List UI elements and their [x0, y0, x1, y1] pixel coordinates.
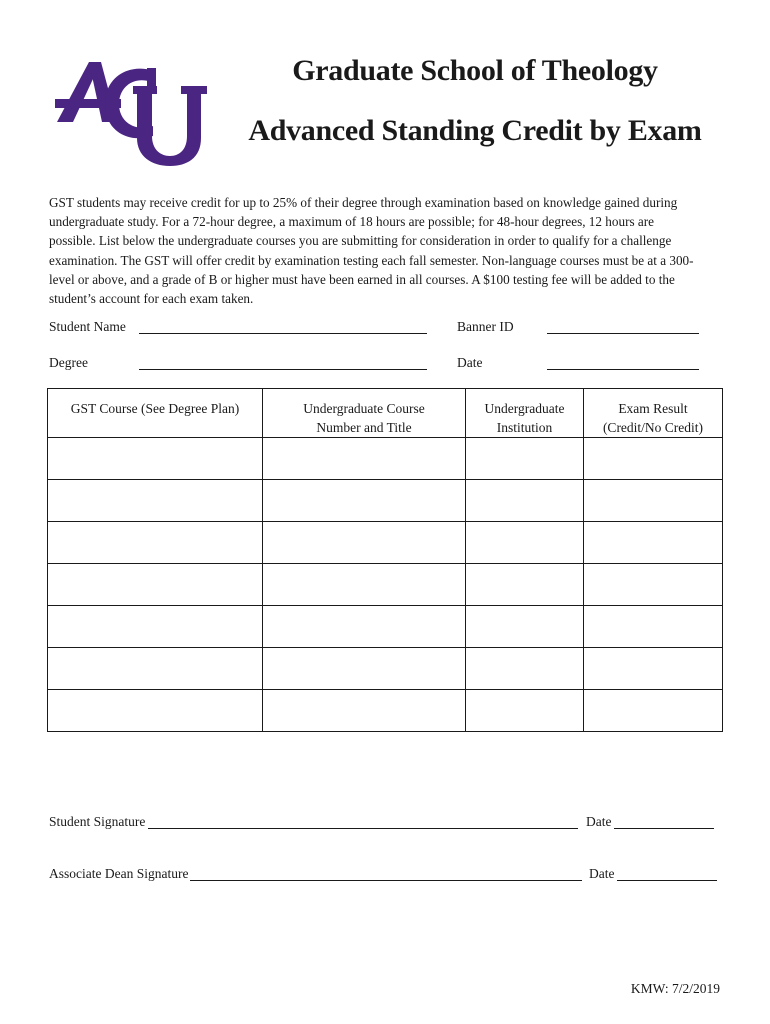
table-cell[interactable]: [584, 648, 723, 690]
table-row: [48, 606, 723, 648]
table-cell[interactable]: [584, 564, 723, 606]
dean-signature-label: Associate Dean Signature: [49, 866, 189, 881]
dean-signature-date-line[interactable]: [617, 880, 717, 881]
table-cell[interactable]: [48, 438, 263, 480]
table-cell[interactable]: [263, 606, 466, 648]
table-cell[interactable]: [466, 522, 584, 564]
table-cell[interactable]: [263, 690, 466, 732]
table-row: [48, 438, 723, 480]
col-header-exam-result: Exam Result (Credit/No Credit): [584, 389, 723, 438]
banner-id-label: Banner ID: [457, 319, 514, 334]
intro-paragraph: [49, 193, 721, 308]
table-cell[interactable]: [584, 480, 723, 522]
course-table: [47, 388, 723, 732]
table-cell[interactable]: [584, 690, 723, 732]
table-cell[interactable]: [263, 564, 466, 606]
degree-line[interactable]: [139, 369, 427, 370]
table-cell[interactable]: [466, 606, 584, 648]
table-row: [48, 690, 723, 732]
title-form: Advanced Standing Credit by Exam: [248, 114, 702, 147]
intro-line: level or above, and a grade of B or higher must have been earned in all courses. A $100 testing fee will be added to the: [49, 271, 675, 287]
table-cell[interactable]: [48, 690, 263, 732]
title-school: Graduate School of Theology: [292, 54, 658, 87]
table-cell[interactable]: [584, 522, 723, 564]
dean-signature-line[interactable]: [190, 880, 582, 881]
table-header-row: [48, 389, 723, 438]
table-cell[interactable]: [466, 648, 584, 690]
date-label: Date: [457, 355, 483, 370]
table-cell[interactable]: [466, 690, 584, 732]
table-row: [48, 522, 723, 564]
intro-line: undergraduate study. For a 72-hour degree, a maximum of 18 hours are possible; for 48-hour degrees, 12 hours are: [49, 214, 654, 230]
table-cell[interactable]: [584, 606, 723, 648]
table-row: [48, 564, 723, 606]
table-cell[interactable]: [466, 438, 584, 480]
student-signature-date-label: Date: [586, 814, 612, 829]
table-cell[interactable]: [48, 606, 263, 648]
intro-line: GST students may receive credit for up to 25% of their degree through examination based on knowledge gained during: [49, 195, 678, 210]
table-cell[interactable]: [263, 648, 466, 690]
student-signature-label: Student Signature: [49, 814, 146, 829]
intro-line: possible. List below the undergraduate courses you are submitting for consideration in order to qualify for a challenge: [49, 233, 672, 249]
col-header-gst-course: GST Course (See Degree Plan): [48, 389, 263, 438]
intro-line: examination. The GST will offer credit by examination testing each fall semester. Non-language courses must be at a 300-: [49, 252, 694, 268]
dean-signature-date-label: Date: [589, 866, 615, 881]
table-cell[interactable]: [263, 480, 466, 522]
table-row: [48, 648, 723, 690]
student-name-line[interactable]: [139, 333, 427, 334]
student-signature-date-line[interactable]: [614, 828, 714, 829]
col-header-institution: Undergraduate Institution: [466, 389, 584, 438]
student-signature-line[interactable]: [148, 828, 578, 829]
col-header-undergrad-course: Undergraduate Course Number and Title: [263, 389, 466, 438]
acu-logo: [55, 58, 210, 166]
table-cell[interactable]: [48, 480, 263, 522]
date-line[interactable]: [547, 369, 699, 370]
table-cell[interactable]: [466, 480, 584, 522]
table-cell[interactable]: [466, 564, 584, 606]
table-cell[interactable]: [48, 648, 263, 690]
student-name-label: Student Name: [49, 319, 126, 334]
table-row: [48, 480, 723, 522]
table-cell[interactable]: [263, 438, 466, 480]
banner-id-line[interactable]: [547, 333, 699, 334]
table-cell[interactable]: [584, 438, 723, 480]
table-cell[interactable]: [48, 564, 263, 606]
intro-line: student’s account for each exam taken.: [49, 291, 254, 307]
table-cell[interactable]: [263, 522, 466, 564]
degree-label: Degree: [49, 355, 88, 370]
table-cell[interactable]: [48, 522, 263, 564]
revision-note: KMW: 7/2/2019: [630, 981, 720, 996]
